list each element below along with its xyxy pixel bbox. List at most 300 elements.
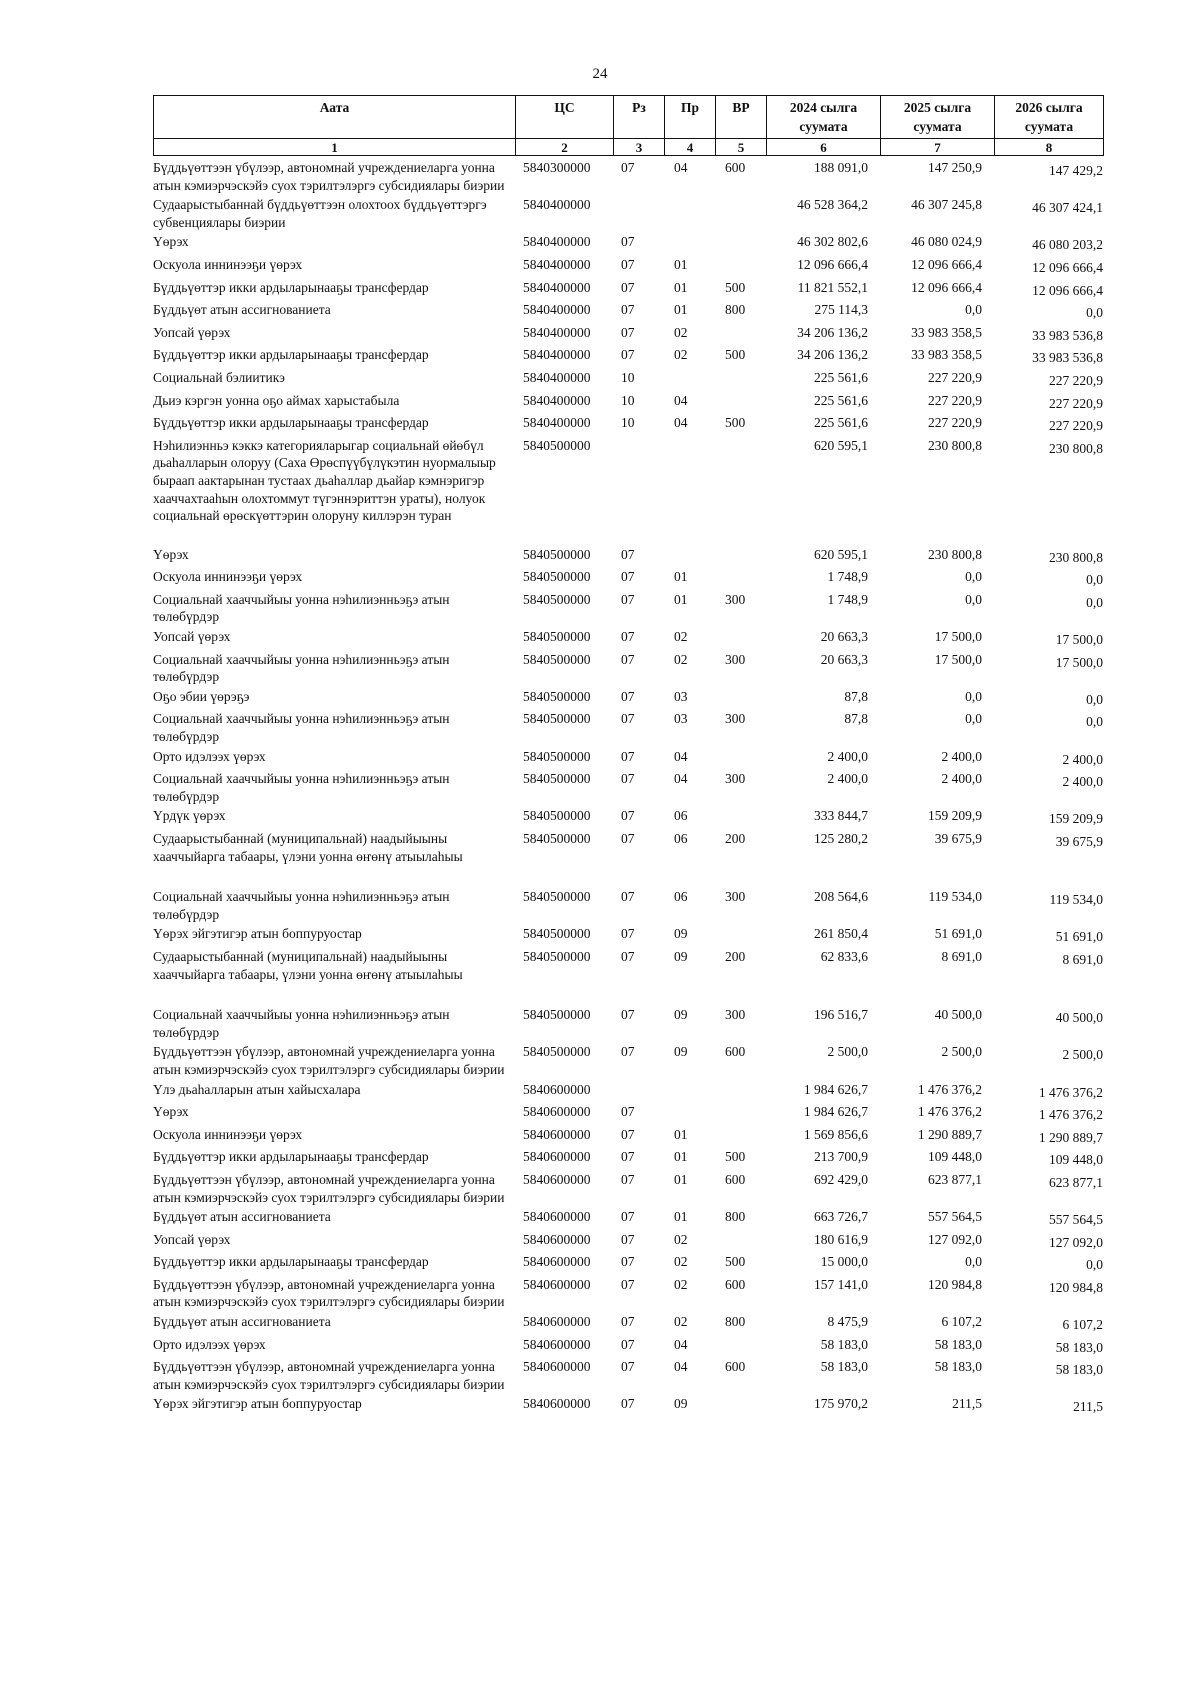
column-number: 2 — [516, 139, 614, 156]
row-amount-2024: 180 616,9 — [814, 1231, 868, 1247]
row-amount-2026 — [996, 278, 1105, 301]
row-code-cs: 5840500000 — [523, 688, 591, 704]
row-amount-2025 — [882, 747, 996, 770]
row-code-cs: 5840500000 — [523, 546, 591, 562]
row-code-cs: 5840500000 — [523, 926, 591, 942]
row-amount-2025-value: 12 096 666,4 — [911, 279, 982, 295]
row-code-cs: 5840500000 — [523, 808, 591, 824]
row-amount-2026-value: 159 209,9 — [1049, 811, 1103, 827]
row-code-pr: 04 — [674, 415, 688, 431]
table-row — [153, 769, 1105, 806]
row-amount-2024: 620 595,1 — [814, 546, 868, 562]
row-amount-2026-value: 58 183,0 — [1055, 1362, 1103, 1378]
row-code-cs: 5840500000 — [523, 1044, 591, 1060]
row-amount-2024: 620 595,1 — [814, 437, 868, 453]
row-amount-2025 — [882, 1207, 996, 1230]
table-row — [153, 806, 1105, 829]
table-row — [153, 255, 1105, 278]
row-amount-2026-value: 0,0 — [1086, 714, 1103, 730]
row-code-rz: 07 — [621, 302, 635, 318]
row-code-vr — [717, 1230, 768, 1253]
row-name: Бүддьүөттээн үбүлээр, автономнай учреждениеларга уонна атын кэмиэрчэскэйэ суох тэрилтэлэргэ субсидиялары биэрии — [153, 1359, 505, 1392]
row-code-vr — [717, 1335, 768, 1358]
row-name: Үөрэх — [153, 546, 189, 562]
row-code-cs: 5840500000 — [523, 831, 591, 846]
row-code-vr: 200 — [725, 831, 746, 846]
row-code-pr: 09 — [674, 948, 688, 964]
row-amount-2024: 225 561,6 — [814, 415, 868, 431]
table-row — [153, 1170, 1105, 1207]
row-code-pr — [666, 232, 717, 255]
row-code-vr — [717, 747, 768, 770]
row-amount-2025 — [882, 1005, 996, 1042]
column-number: 5 — [716, 139, 767, 156]
column-header-2025: 2025 сылга суумата — [881, 96, 995, 139]
row-code-vr — [717, 1102, 768, 1125]
row-code-vr — [717, 368, 768, 391]
row-amount-2024: 275 114,3 — [814, 302, 868, 318]
row-amount-2024: 1 748,9 — [827, 569, 868, 585]
row-code-pr: 04 — [674, 1359, 688, 1375]
row-amount-2024: 20 663,3 — [820, 629, 868, 645]
row-amount-2025-value: 119 534,0 — [928, 889, 982, 905]
row-code-pr: 03 — [674, 688, 688, 704]
row-amount-2024: 34 206 136,2 — [797, 347, 868, 363]
row-amount-2026 — [996, 747, 1105, 770]
row-code-pr — [666, 545, 717, 568]
row-name: Оскуола иннинээҕи үөрэх — [153, 569, 303, 585]
row-amount-2026-value: 120 984,8 — [1049, 1279, 1103, 1295]
row-amount-2024: 34 206 136,2 — [797, 324, 868, 340]
row-amount-2025 — [882, 887, 996, 924]
row-amount-2026-value: 17 500,0 — [1055, 632, 1103, 648]
row-amount-2024: 2 400,0 — [827, 748, 868, 764]
row-code-pr — [666, 368, 717, 391]
row-code-rz: 07 — [621, 1149, 635, 1165]
table-row — [153, 1357, 1105, 1394]
row-code-rz: 07 — [621, 1396, 635, 1412]
page-number: 24 — [592, 66, 608, 82]
row-amount-2025 — [882, 1252, 996, 1275]
row-code-pr — [666, 195, 717, 232]
row-code-cs: 5840600000 — [523, 1231, 591, 1247]
table-row — [153, 368, 1105, 391]
column-number: 3 — [614, 139, 665, 156]
row-code-vr — [717, 323, 768, 346]
row-name: Социальнай хааччыйыы уонна нэһилиэнньэҕэ атын төлөбүрдэр — [153, 651, 450, 685]
row-amount-2026-value: 2 400,0 — [1062, 774, 1103, 790]
row-name: Дьиэ кэргэн уонна оҕо аймах харыстабыла — [153, 392, 400, 408]
row-code-vr — [717, 255, 768, 278]
row-code-cs: 5840500000 — [523, 748, 591, 764]
column-header-rz: Рз — [614, 96, 665, 139]
row-amount-2026-value: 58 183,0 — [1055, 1339, 1103, 1355]
table-row — [153, 947, 1105, 1005]
row-amount-2026-value: 227 220,9 — [1049, 418, 1103, 434]
row-amount-2024: 62 833,6 — [820, 948, 868, 964]
row-code-rz: 07 — [621, 711, 635, 727]
row-amount-2026 — [996, 232, 1105, 255]
row-amount-2025-value: 127 092,0 — [928, 1231, 982, 1247]
row-code-vr: 300 — [725, 771, 746, 787]
row-code-vr: 500 — [725, 1149, 746, 1165]
row-amount-2025 — [882, 806, 996, 829]
row-amount-2026 — [996, 806, 1105, 829]
row-code-rz: 07 — [621, 591, 635, 607]
row-code-vr — [717, 1125, 768, 1148]
row-amount-2024: 20 663,3 — [820, 651, 868, 667]
row-code-rz — [615, 436, 666, 545]
row-amount-2025-value: 109 448,0 — [928, 1149, 982, 1165]
row-amount-2025 — [882, 627, 996, 650]
row-code-cs: 5840300000 — [523, 160, 591, 175]
row-amount-2025 — [882, 709, 996, 746]
row-amount-2025 — [882, 323, 996, 346]
row-amount-2026 — [996, 345, 1105, 368]
row-amount-2026-value: 230 800,8 — [1049, 549, 1103, 565]
row-amount-2025-value: 227 220,9 — [928, 415, 982, 431]
row-code-rz — [615, 1080, 666, 1103]
row-amount-2024: 8 475,9 — [827, 1314, 868, 1330]
row-amount-2025 — [882, 278, 996, 301]
row-code-pr — [666, 436, 717, 545]
table-row — [153, 1080, 1105, 1103]
row-name: Бүддьүөттээн үбүлээр, автономнай учреждениеларга уонна атын кэмиэрчэскэйэ суох тэрилтэлэргэ субсидиялары биэрии — [153, 1171, 505, 1205]
row-amount-2025-value: 17 500,0 — [934, 629, 982, 645]
row-amount-2025 — [882, 650, 996, 687]
row-code-cs: 5840500000 — [523, 437, 591, 453]
row-amount-2024: 58 183,0 — [820, 1359, 868, 1375]
row-amount-2025-value: 58 183,0 — [934, 1336, 982, 1352]
column-number: 1 — [154, 139, 516, 156]
row-name: Бүддьүөттэр икки ардыларынааҕы трансфердар — [153, 347, 429, 363]
row-amount-2026 — [996, 627, 1105, 650]
row-amount-2024: 2 500,0 — [827, 1044, 868, 1060]
row-amount-2025-value: 33 983 358,5 — [911, 324, 982, 340]
row-name: Орто идэлээх үөрэх — [153, 748, 266, 764]
row-name: Үрдүк үөрэх — [153, 808, 226, 824]
row-amount-2025 — [882, 545, 996, 568]
row-amount-2025-value: 120 984,8 — [928, 1276, 982, 1292]
row-amount-2025-value: 46 307 245,8 — [911, 197, 982, 213]
row-name: Бүддьүөттэр икки ардыларынааҕы трансфердар — [153, 279, 429, 295]
row-amount-2024: 87,8 — [844, 711, 868, 727]
table-row — [153, 687, 1105, 710]
row-code-cs: 5840400000 — [523, 392, 591, 408]
row-code-cs: 5840400000 — [523, 324, 591, 340]
row-amount-2024: 208 564,6 — [814, 889, 868, 905]
row-amount-2025 — [882, 1080, 996, 1103]
row-amount-2024: 2 400,0 — [827, 771, 868, 787]
row-code-cs: 5840500000 — [523, 771, 591, 787]
row-amount-2024: 87,8 — [844, 688, 868, 704]
row-name: Үөрэх — [153, 234, 189, 250]
row-code-vr: 500 — [725, 279, 746, 295]
column-header-2024: 2024 сылга суумата — [767, 96, 881, 139]
row-code-rz: 07 — [621, 948, 635, 964]
table-row — [153, 278, 1105, 301]
row-code-rz: 07 — [621, 279, 635, 295]
row-code-cs: 5840600000 — [523, 1126, 591, 1142]
row-code-vr — [717, 391, 768, 414]
row-name: Социальнай хааччыйыы уонна нэһилиэнньэҕэ атын төлөбүрдэр — [153, 1007, 450, 1040]
table-row — [153, 1005, 1105, 1042]
column-number: 6 — [767, 139, 881, 156]
row-code-pr: 01 — [674, 591, 688, 607]
row-amount-2026 — [996, 1170, 1105, 1207]
row-amount-2026 — [996, 1230, 1105, 1253]
table-row — [153, 413, 1105, 436]
row-code-pr: 02 — [674, 1231, 688, 1247]
row-code-pr: 04 — [674, 392, 688, 408]
row-amount-2025 — [882, 1335, 996, 1358]
row-code-pr: 02 — [674, 651, 688, 667]
row-amount-2025-value: 0,0 — [965, 569, 982, 585]
row-code-pr: 01 — [674, 1209, 688, 1225]
row-code-rz: 07 — [621, 1171, 635, 1187]
row-code-pr: 02 — [674, 629, 688, 645]
row-code-rz: 07 — [621, 1336, 635, 1352]
row-code-rz: 07 — [621, 1126, 635, 1142]
column-header-cs: ЦС — [516, 96, 614, 139]
row-code-vr: 300 — [725, 1007, 746, 1023]
row-amount-2026 — [996, 687, 1105, 710]
row-name: Орто идэлээх үөрэх — [153, 1336, 266, 1352]
table-body — [153, 158, 1105, 1417]
row-code-vr: 300 — [725, 711, 746, 727]
row-code-cs: 5840500000 — [523, 889, 591, 905]
table-row — [153, 829, 1105, 887]
row-name: Уопсай үөрэх — [153, 324, 231, 340]
row-amount-2025 — [882, 255, 996, 278]
row-code-pr: 09 — [674, 1396, 688, 1412]
row-code-vr — [717, 627, 768, 650]
table-row — [153, 1312, 1105, 1335]
row-code-cs: 5840400000 — [523, 256, 591, 272]
row-amount-2025 — [882, 1102, 996, 1125]
row-amount-2026 — [996, 323, 1105, 346]
row-amount-2025-value: 58 183,0 — [934, 1359, 982, 1375]
row-code-rz: 07 — [621, 831, 635, 846]
row-amount-2026-value: 2 400,0 — [1062, 751, 1103, 767]
row-amount-2024: 175 970,2 — [814, 1396, 868, 1412]
row-amount-2026-value: 1 476 376,2 — [1038, 1107, 1103, 1123]
budget-table — [153, 158, 1105, 1417]
row-code-rz: 07 — [621, 651, 635, 667]
row-code-rz: 10 — [621, 415, 635, 431]
row-code-vr: 600 — [725, 160, 746, 175]
row-amount-2026 — [996, 829, 1105, 887]
row-code-pr: 09 — [674, 1007, 688, 1023]
table-row — [153, 1394, 1105, 1417]
table-row — [153, 924, 1105, 947]
row-code-cs: 5840400000 — [523, 369, 591, 385]
row-name: Социальнай бэлиитикэ — [153, 369, 285, 385]
row-code-cs: 5840600000 — [523, 1254, 591, 1270]
table-row — [153, 1335, 1105, 1358]
row-code-pr: 09 — [674, 1044, 688, 1060]
row-amount-2025-value: 0,0 — [965, 711, 982, 727]
table-row — [153, 195, 1105, 232]
row-amount-2025-value: 51 691,0 — [934, 926, 982, 942]
row-amount-2025-value: 0,0 — [965, 1254, 982, 1270]
row-code-cs: 5840400000 — [523, 197, 591, 213]
row-code-cs: 5840500000 — [523, 591, 591, 607]
row-code-vr: 800 — [725, 1314, 746, 1330]
row-amount-2026-value: 0,0 — [1086, 691, 1103, 707]
table-row — [153, 345, 1105, 368]
row-code-rz: 07 — [621, 347, 635, 363]
row-code-vr: 500 — [725, 1254, 746, 1270]
row-code-rz: 07 — [621, 688, 635, 704]
row-amount-2025-value: 39 675,9 — [934, 831, 982, 846]
table-row — [153, 545, 1105, 568]
row-amount-2026 — [996, 1335, 1105, 1358]
row-amount-2026 — [996, 1357, 1105, 1394]
row-amount-2026 — [996, 709, 1105, 746]
row-name: Социальнай хааччыйыы уонна нэһилиэнньэҕэ атын төлөбүрдэр — [153, 889, 450, 922]
row-amount-2026 — [996, 1312, 1105, 1335]
table-row — [153, 1252, 1105, 1275]
row-name: Бүддьүөт атын ассигнованиета — [153, 302, 331, 318]
row-amount-2026 — [996, 391, 1105, 414]
row-amount-2026-value: 12 096 666,4 — [1032, 282, 1103, 298]
row-code-vr — [717, 687, 768, 710]
row-amount-2025 — [882, 368, 996, 391]
row-amount-2024: 333 844,7 — [814, 808, 868, 824]
row-code-rz: 07 — [621, 1231, 635, 1247]
row-code-vr: 500 — [725, 415, 746, 431]
row-code-pr — [666, 1102, 717, 1125]
row-amount-2026-value: 0,0 — [1086, 1257, 1103, 1273]
column-header-vr: ВР — [716, 96, 767, 139]
row-amount-2026-value: 0,0 — [1086, 305, 1103, 321]
row-amount-2024: 213 700,9 — [814, 1149, 868, 1165]
row-amount-2024: 692 429,0 — [814, 1171, 868, 1187]
row-name: Үөрэх эйгэтигэр атын боппуруостар — [153, 926, 362, 942]
row-name: Социальнай хааччыйыы уонна нэһилиэнньэҕэ атын төлөбүрдэр — [153, 591, 450, 625]
row-amount-2026 — [996, 1005, 1105, 1042]
row-amount-2025 — [882, 345, 996, 368]
row-amount-2025 — [882, 1394, 996, 1417]
row-code-cs: 5840500000 — [523, 629, 591, 645]
row-code-vr — [717, 232, 768, 255]
row-amount-2025 — [882, 300, 996, 323]
row-amount-2024: 157 141,0 — [814, 1276, 868, 1292]
row-name: Социальнай хааччыйыы уонна нэһилиэнньэҕэ атын төлөбүрдэр — [153, 711, 450, 745]
row-amount-2024: 125 280,2 — [814, 831, 868, 846]
row-code-cs: 5840600000 — [523, 1149, 591, 1165]
row-amount-2024: 1 748,9 — [827, 591, 868, 607]
row-code-cs: 5840600000 — [523, 1396, 591, 1412]
row-code-pr: 01 — [674, 1171, 688, 1187]
row-amount-2026-value: 46 080 203,2 — [1032, 237, 1103, 253]
row-code-pr: 09 — [674, 926, 688, 942]
row-amount-2026-value: 46 307 424,1 — [1032, 200, 1103, 216]
row-code-pr: 02 — [674, 324, 688, 340]
row-amount-2025-value: 17 500,0 — [934, 651, 982, 667]
row-code-pr: 06 — [674, 889, 688, 905]
row-amount-2024: 12 096 666,4 — [797, 256, 868, 272]
row-code-rz: 07 — [621, 1044, 635, 1060]
row-code-vr — [717, 924, 768, 947]
table-row — [153, 1042, 1105, 1079]
row-name: Үөрэх эйгэтигэр атын боппуруостар — [153, 1396, 362, 1412]
row-amount-2026 — [996, 545, 1105, 568]
row-name: Бүддьүөт атын ассигнованиета — [153, 1314, 331, 1330]
table-row — [153, 650, 1105, 687]
row-code-vr — [717, 806, 768, 829]
table-row — [153, 323, 1105, 346]
row-name: Уопсай үөрэх — [153, 1231, 231, 1247]
row-code-pr: 01 — [674, 256, 688, 272]
row-amount-2026 — [996, 650, 1105, 687]
row-amount-2024: 1 984 626,7 — [803, 1104, 868, 1120]
row-amount-2024: 196 516,7 — [814, 1007, 868, 1023]
row-name: Оскуола иннинээҕи үөрэх — [153, 1126, 303, 1142]
row-code-rz: 07 — [621, 889, 635, 905]
row-amount-2025-value: 33 983 358,5 — [911, 347, 982, 363]
row-amount-2024: 1 569 856,6 — [803, 1126, 868, 1142]
row-amount-2026-value: 40 500,0 — [1055, 1010, 1103, 1026]
row-amount-2025 — [882, 195, 996, 232]
table-row — [153, 747, 1105, 770]
row-amount-2025 — [882, 1042, 996, 1079]
row-amount-2026-value: 211,5 — [1073, 1399, 1103, 1415]
row-amount-2025-value: 230 800,8 — [928, 546, 982, 562]
row-amount-2026 — [996, 1147, 1105, 1170]
row-code-rz: 07 — [621, 1209, 635, 1225]
row-code-cs: 5840600000 — [523, 1104, 591, 1120]
row-code-rz — [615, 195, 666, 232]
table-row — [153, 1207, 1105, 1230]
row-amount-2024: 225 561,6 — [814, 392, 868, 408]
row-amount-2025 — [882, 1125, 996, 1148]
row-code-vr — [717, 195, 768, 232]
row-amount-2025-value: 12 096 666,4 — [911, 256, 982, 272]
row-code-rz: 07 — [621, 1104, 635, 1120]
row-amount-2024: 15 000,0 — [820, 1254, 868, 1270]
table-row — [153, 300, 1105, 323]
row-name: Бүддьүөттэр икки ардыларынааҕы трансфердар — [153, 1149, 429, 1165]
row-amount-2025 — [882, 769, 996, 806]
column-header-pr: Пр — [665, 96, 716, 139]
row-name: Бүддьүөт атын ассигнованиета — [153, 1209, 331, 1225]
row-amount-2025-value: 1 290 889,7 — [917, 1126, 982, 1142]
row-amount-2026 — [996, 887, 1105, 924]
table-row — [153, 1102, 1105, 1125]
row-amount-2025 — [882, 1170, 996, 1207]
table-row — [153, 1147, 1105, 1170]
row-amount-2026 — [996, 590, 1105, 627]
row-amount-2025 — [882, 567, 996, 590]
row-code-vr: 600 — [725, 1044, 746, 1060]
row-amount-2024: 58 183,0 — [820, 1336, 868, 1352]
row-amount-2026 — [996, 947, 1105, 1005]
row-amount-2026 — [996, 300, 1105, 323]
row-amount-2026-value: 0,0 — [1086, 572, 1103, 588]
row-amount-2025 — [882, 436, 996, 545]
row-amount-2024: 46 302 802,6 — [797, 234, 868, 250]
row-amount-2025-value: 0,0 — [965, 591, 982, 607]
row-amount-2025-value: 2 500,0 — [941, 1044, 982, 1060]
row-code-vr: 300 — [725, 651, 746, 667]
row-amount-2026 — [996, 1102, 1105, 1125]
row-code-rz: 07 — [621, 569, 635, 585]
row-amount-2025-value: 8 691,0 — [941, 948, 982, 964]
row-amount-2026 — [996, 1252, 1105, 1275]
row-amount-2026-value: 6 107,2 — [1062, 1317, 1103, 1333]
